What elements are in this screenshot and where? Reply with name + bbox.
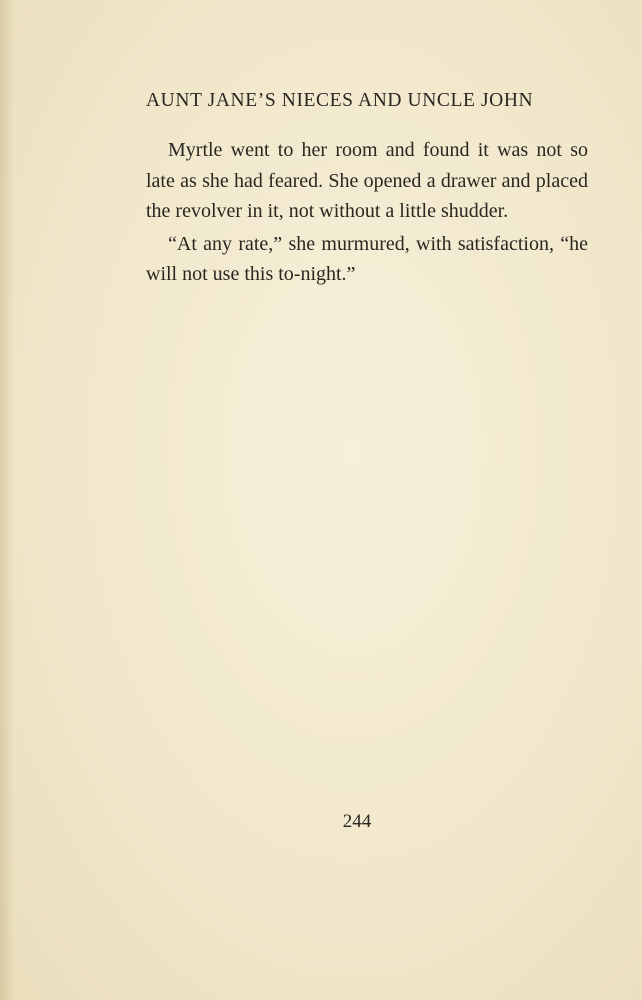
running-head: AUNT JANE’S NIECES AND UNCLE JOHN: [146, 90, 534, 111]
body-text: [146, 135, 588, 290]
page-number: 244: [342, 811, 372, 832]
paragraph: “At any rate,” she murmured, with satisfaction, “he will not use this to-night.”: [146, 232, 588, 285]
paragraph: Myrtle went to her room and found it was not so late as she had feared. She opened a drawer and placed the revolver in it, not without a little shudder.: [146, 139, 588, 222]
